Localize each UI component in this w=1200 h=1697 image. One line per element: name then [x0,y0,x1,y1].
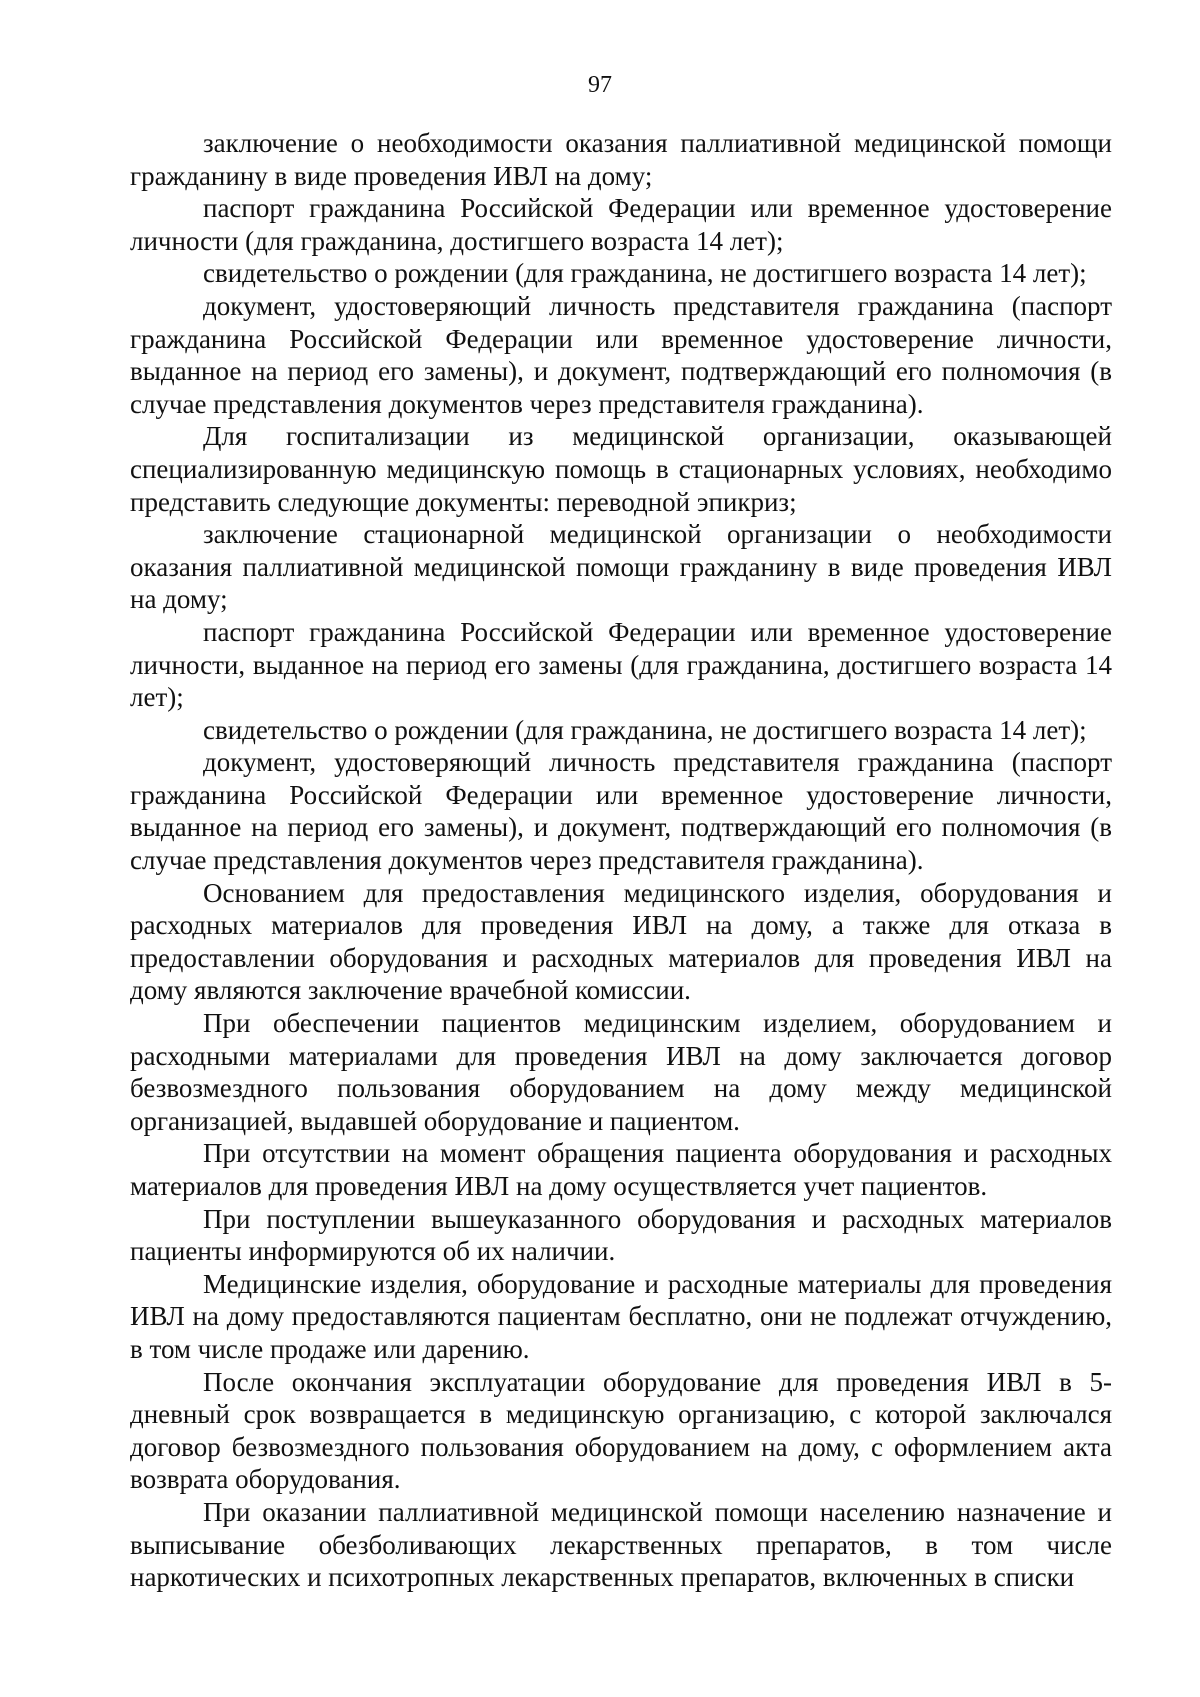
paragraph: заключение о необходимости оказания паллиативной медицинской помощи гражданину в виде проведения ИВЛ на дому; [130,128,1112,191]
paragraph: При отсутствии на момент обращения пациента оборудования и расходных материалов для проведения ИВЛ на дому осуществляется учет пациентов. [130,1138,1112,1201]
paragraph: При обеспечении пациентов медицинским изделием, оборудованием и расходными материалами для проведения ИВЛ на дому заключается договор безвозмездного пользования оборудованием на дому между медицинской организацией, выдавшей оборудование и пациентом. [130,1008,1112,1136]
page-number: 97 [588,72,612,98]
paragraph: свидетельство о рождении (для гражданина, не достигшего возраста 14 лет); [203,258,1087,289]
paragraph: Медицинские изделия, оборудование и расходные материалы для проведения ИВЛ на дому предоставляются пациентам бесплатно, они не подлежат отчуждению, в том числе продаже или дарению. [130,1268,1112,1364]
paragraph: При поступлении вышеуказанного оборудования и расходных материалов пациенты информируются об их наличии. [130,1203,1112,1267]
paragraph: паспорт гражданина Российской Федерации или временное удостоверение личности, выданное на период его замены (для гражданина, достигшего возраста 14 лет); [130,616,1112,713]
paragraph: После окончания эксплуатации оборудование для проведения ИВЛ в 5-дневный срок возвращается в медицинскую организацию, с которой заключался договор безвозмездного пользования оборудованием на дому, с оформлением акта возврата оборудования. [130,1366,1112,1495]
paragraph: документ, удостоверяющий личность представителя гражданина (паспорт гражданина Российской Федерации или временное удостоверение личности, выданное на период его замены), и документ, подтверждающий его полномочия (в случае представления документов через представителя гражданина). [130,747,1112,876]
paragraph: Основанием для предоставления медицинского изделия, оборудования и расходных материалов для проведения ИВЛ на дому, а также для отказа в предоставлении оборудования и расходных материалов для проведения ИВЛ на дому являются заключение врачебной комиссии. [130,877,1112,1006]
paragraph: документ, удостоверяющий личность представителя гражданина (паспорт гражданина Российской Федерации или временное удостоверение личности, выданное на период его замены), и документ, подтверждающий его полномочия (в случае представления документов через представителя гражданина). [130,290,1112,419]
paragraph: При оказании паллиативной медицинской помощи населению назначение и выписывание обезболивающих лекарственных препаратов, в том числе наркотических и психотропных лекарственных препаратов, включенных в списки [130,1496,1112,1593]
paragraph: заключение стационарной медицинской организации о необходимости оказания паллиативной медицинской помощи гражданину в виде проведения ИВЛ на дому; [130,519,1112,615]
paragraph: паспорт гражданина Российской Федерации или временное удостоверение личности (для гражданина, достигшего возраста 14 лет); [130,193,1112,256]
document-body [130,127,1112,1594]
paragraph: свидетельство о рождении (для гражданина, не достигшего возраста 14 лет); [203,714,1087,745]
paragraph: Для госпитализации из медицинской организации, оказывающей специализированную медицинскую помощь в стационарных условиях, необходимо представить следующие документы: переводной эпикриз; [130,421,1112,517]
